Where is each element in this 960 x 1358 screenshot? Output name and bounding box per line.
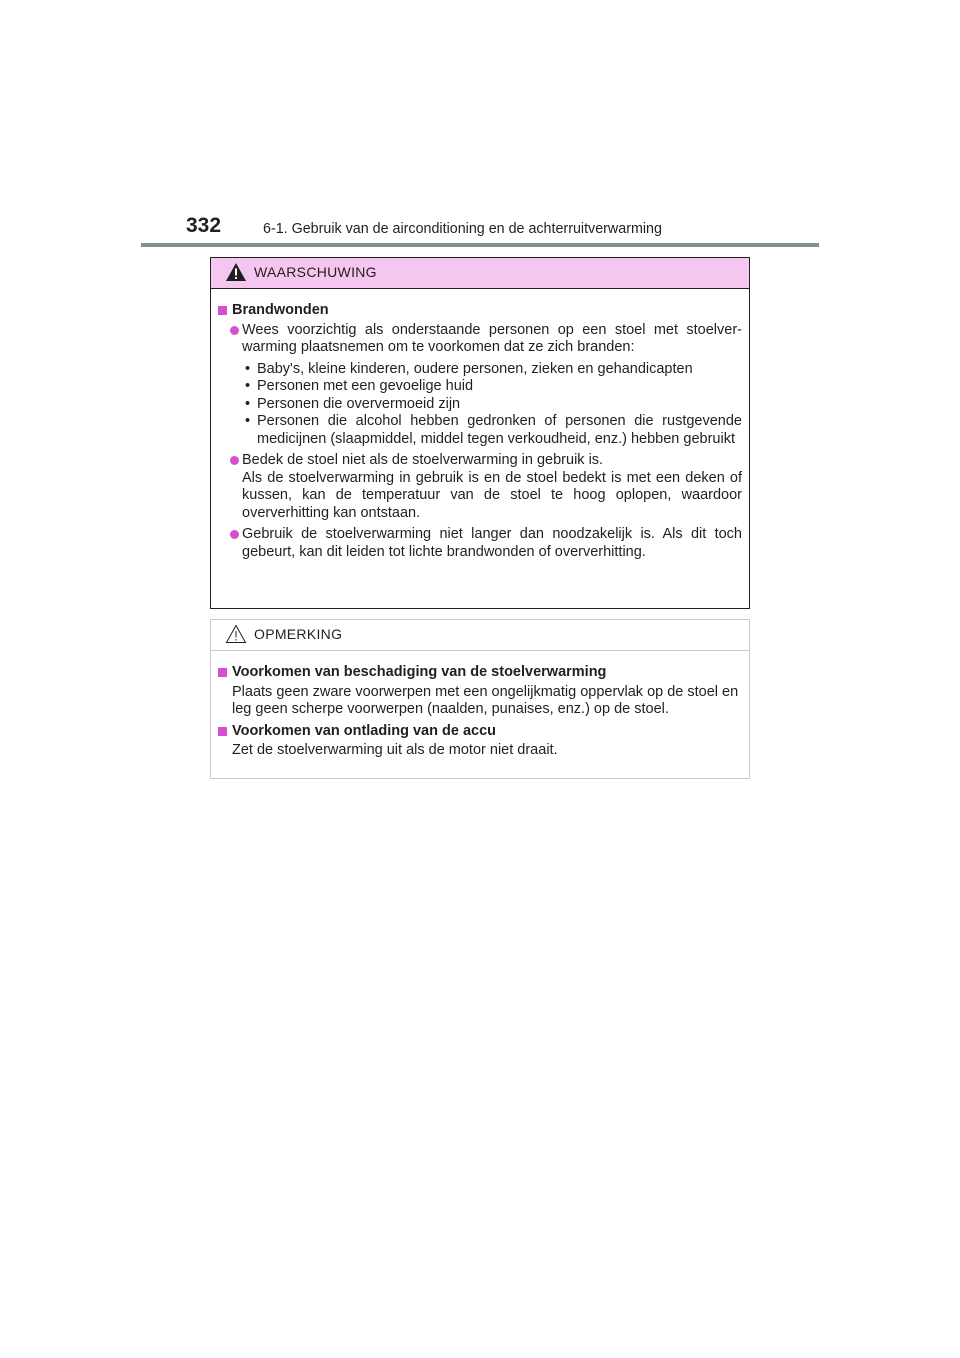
warning-item-do-not-cover: Bedek de stoel niet als de stoelverwarming in gebruik is.: [216, 452, 742, 470]
list-item: • Personen die alcohol hebben gedronken of personen die rustgevende medicijnen (slaapmiddel, middel tegen verkoudheid, enz.) hebben gebruikt: [216, 413, 742, 448]
notice-box-header: [211, 620, 749, 651]
warning-item-duration: Gebruik de stoelverwarming niet langer dan noodzakelijk is. Als dit toch gebeurt, kan dit leiden tot lichte brandwonden of oververhitting.: [216, 526, 742, 561]
warning-heading-burns: Brandwonden: [216, 302, 742, 320]
warning-item-careful: Wees voorzichtig als onderstaande personen op een stoel met stoelver-warming plaatsnemen om te voorkomen dat ze zich branden:: [216, 322, 742, 357]
notice-text-battery: Zet de stoelverwarming uit als de motor niet draait.: [232, 742, 558, 758]
at-risk-persons-list: [216, 361, 742, 449]
list-item: • Personen met een gevoelige huid: [216, 378, 742, 396]
warning-body: [211, 289, 749, 561]
list-item: • Baby's, kleine kinderen, oudere personen, zieken en gehandicapten: [216, 361, 742, 379]
list-item: • Personen die oververmoeid zijn: [216, 396, 742, 414]
section-title: 6-1. Gebruik van de airconditioning en de achterruitverwarming: [263, 221, 662, 237]
header-divider: [141, 243, 819, 247]
warning-box-header: [211, 258, 749, 289]
warning-label: WAARSCHUWING: [254, 264, 377, 280]
notice-box: [210, 619, 750, 779]
warning-triangle-outline-icon: [225, 624, 247, 644]
notice-body: [211, 651, 749, 760]
notice-heading-battery: Voorkomen van ontlading van de accu: [216, 723, 742, 741]
page-number: 332: [186, 214, 222, 237]
warning-triangle-filled-icon: [225, 262, 247, 282]
notice-label: OPMERKING: [254, 626, 343, 642]
notice-heading-damage: Voorkomen van beschadiging van de stoelverwarming: [216, 664, 742, 682]
warning-box: [210, 257, 750, 609]
notice-text-damage: Plaats geen zware voorwerpen met een ongelijkmatig oppervlak op de stoel en leg geen scherpe voorwerpen (naalden, punaises, enz.) op de stoel.: [232, 683, 739, 717]
warning-item-do-not-cover-explanation: Als de stoelverwarming in gebruik is en de stoel bedekt is met een deken of kussen, kan de temperatuur van de stoel te hoog oplopen, waardoor oververhitting kan ontstaan.: [242, 469, 742, 521]
